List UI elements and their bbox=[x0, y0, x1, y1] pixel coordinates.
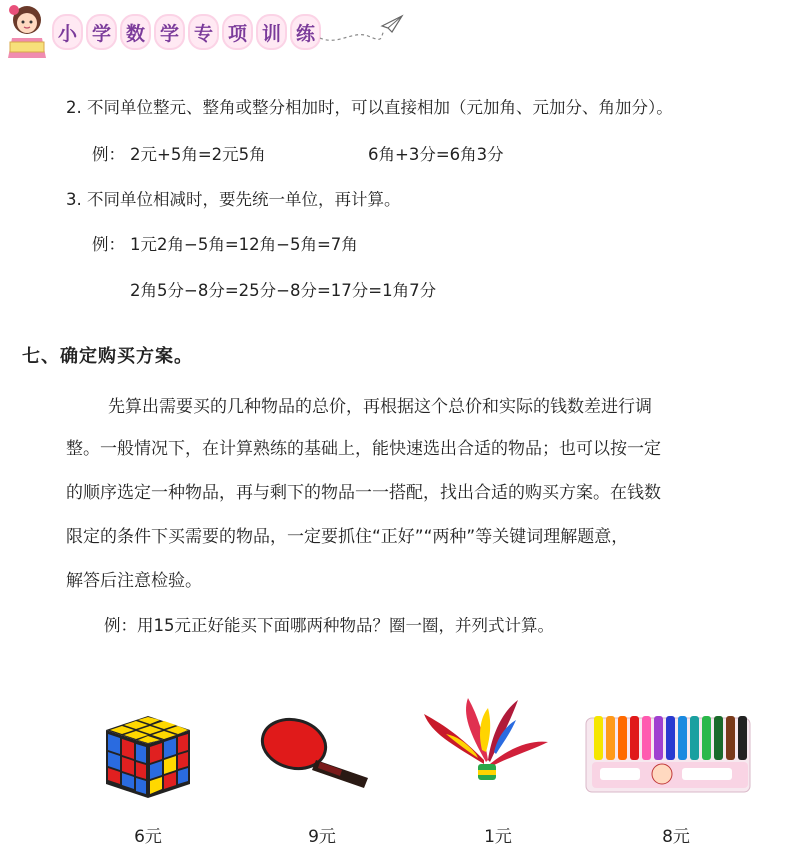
title-char: 小 bbox=[52, 14, 83, 50]
price-label: 6元 bbox=[134, 827, 162, 847]
title-char: 数 bbox=[120, 14, 151, 50]
title-char: 学 bbox=[154, 14, 185, 50]
example-equation: 6角+3分=6角3分 bbox=[368, 145, 504, 164]
example-equation: 2元+5角=2元5角 bbox=[130, 145, 266, 164]
shuttlecock-image[interactable] bbox=[422, 694, 552, 786]
rubiks-cube-image[interactable] bbox=[98, 708, 198, 802]
price-label: 9元 bbox=[308, 827, 336, 847]
title-char: 项 bbox=[222, 14, 253, 50]
page-title bbox=[52, 14, 321, 50]
title-char: 练 bbox=[290, 14, 321, 50]
paragraph-line: 先算出需要买的几种物品的总价，再根据这个总价和实际的钱数差进行调 bbox=[108, 397, 652, 417]
example-equation: 1元2角−5角=12角−5角=7角 bbox=[130, 235, 358, 254]
rule-2: 2. 不同单位整元、整角或整分相加时，可以直接相加（元加角、元加分、角加分）。 bbox=[66, 98, 673, 117]
section-heading: 七、确定购买方案。 bbox=[22, 346, 193, 367]
marker-set-image[interactable] bbox=[584, 712, 754, 796]
title-char: 学 bbox=[86, 14, 117, 50]
price-label: 1元 bbox=[484, 827, 512, 847]
example-label: 例： bbox=[92, 235, 125, 254]
example-label: 例： bbox=[92, 145, 125, 164]
paragraph-line: 整。一般情况下，在计算熟练的基础上，能快速选出合适的物品；也可以按一定 bbox=[66, 439, 661, 459]
example-question: 例：用15元正好能买下面哪两种物品？圈一圈，并列式计算。 bbox=[104, 616, 554, 635]
price-label: 8元 bbox=[662, 827, 690, 847]
paper-plane-icon bbox=[318, 10, 408, 50]
example-equation: 2角5分−8分=25分−8分=17分=1角7分 bbox=[130, 281, 437, 300]
paragraph-line: 限定的条件下买需要的物品，一定要抓住“正好”“两种”等关键词理解题意， bbox=[66, 527, 629, 547]
page-header bbox=[0, 0, 790, 64]
ping-pong-paddle-image[interactable] bbox=[256, 712, 376, 790]
paragraph-line: 的顺序选定一种物品，再与剩下的物品一一搭配，找出合适的购买方案。在钱数 bbox=[66, 483, 661, 503]
reading-girl-icon bbox=[2, 0, 54, 62]
paragraph-line: 解答后注意检验。 bbox=[66, 571, 202, 591]
title-char: 训 bbox=[256, 14, 287, 50]
rule-3: 3. 不同单位相减时，要先统一单位，再计算。 bbox=[66, 190, 401, 209]
title-char: 专 bbox=[188, 14, 219, 50]
